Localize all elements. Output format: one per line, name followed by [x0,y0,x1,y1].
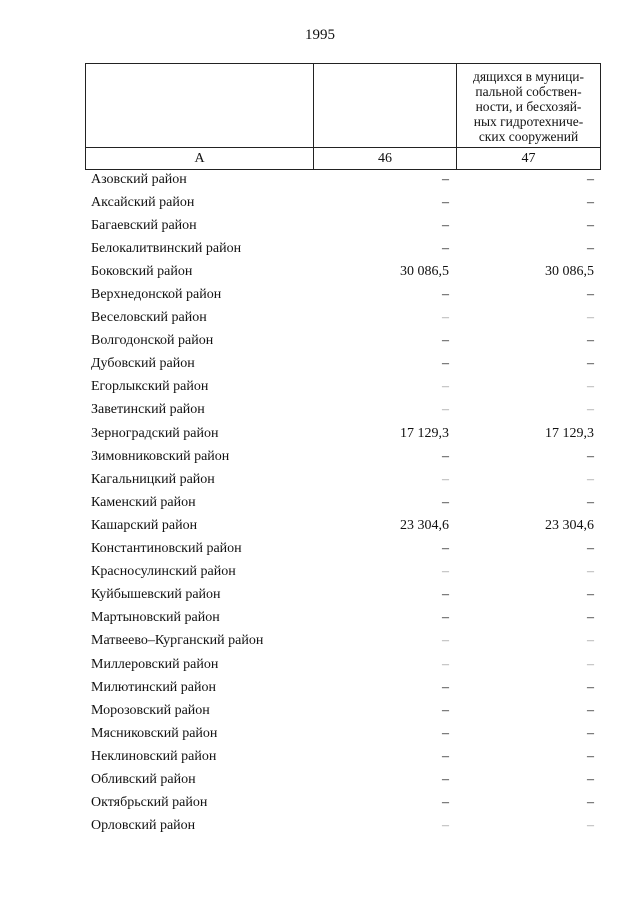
value-col47: – [587,171,594,187]
header-cell-name [86,64,314,148]
value-col47: – [587,333,594,349]
district-name: Октябрьский район [91,795,208,811]
value-col46: – [442,333,449,349]
district-name: Мартыновский район [91,610,220,626]
header-cell-col47-description [457,64,601,148]
value-col46: – [442,240,449,256]
value-col47: – [587,587,594,603]
district-name: Константиновский район [91,541,242,557]
table-row [85,260,600,283]
value-col46: 17 129,3 [400,425,449,441]
district-name: Красносулинский район [91,564,236,580]
value-col47: – [587,818,594,834]
district-name: Кашарский район [91,517,198,533]
value-col46: – [442,795,449,811]
value-col47: 23 304,6 [545,517,594,533]
table-row [85,561,600,584]
table-row [85,699,600,722]
value-col47: – [587,194,594,210]
table-row [85,514,600,537]
page-number: 1995 [305,27,335,43]
value-col46: 30 086,5 [400,263,449,279]
header-cell-col46 [314,64,457,148]
district-name: Милютинский район [91,679,217,695]
table-row [85,607,600,630]
header-desc-line: пальной собствен- [475,84,582,99]
value-col47: – [587,679,594,695]
table-row [85,538,600,561]
value-col46: – [442,818,449,834]
value-col46: – [442,679,449,695]
table-row [85,630,600,653]
value-col46: – [442,217,449,233]
district-name: Белокалитвинский район [91,240,242,256]
district-name: Орловский район [91,818,196,834]
value-col46: – [442,725,449,741]
table-header [85,63,601,170]
value-col46: – [442,471,449,487]
value-col47: – [587,564,594,580]
district-name: Зерноградский район [91,425,219,441]
value-col46: – [442,541,449,557]
table-row [85,191,600,214]
district-name: Заветинский район [91,402,205,418]
value-col46: – [442,494,449,510]
header-desc-line: дящихся в муници- [472,69,585,84]
district-name: Неклиновский район [91,748,217,764]
district-name: Морозовский район [91,702,210,718]
value-col47: – [587,725,594,741]
column-label-a: А [86,148,314,170]
value-col47: – [587,771,594,787]
column-label-46: 46 [314,148,457,170]
table-row [85,768,600,791]
column-label-47: 47 [457,148,601,170]
value-col47: – [587,240,594,256]
value-col46: – [442,748,449,764]
table-row [85,491,600,514]
value-col47: – [587,795,594,811]
value-col46: – [442,771,449,787]
value-col47: – [587,471,594,487]
table-row [85,653,600,676]
value-col46: – [442,402,449,418]
value-col46: – [442,310,449,326]
table-row [85,214,600,237]
district-name: Аксайский район [91,194,195,210]
district-name: Багаевский район [91,217,197,233]
table-row [85,422,600,445]
district-name: Верхнедонской район [91,287,222,303]
value-col46: – [442,356,449,372]
table-row [85,722,600,745]
header-desc-line: ских сооружений [478,129,579,144]
value-col47: 30 086,5 [545,263,594,279]
table-row [85,745,600,768]
value-col47: 17 129,3 [545,425,594,441]
table-row [85,445,600,468]
district-name: Матвеево–Курганский район [91,633,264,649]
district-name: Дубовский район [91,356,195,372]
table-row [85,792,600,815]
value-col46: 23 304,6 [400,517,449,533]
table-row [85,676,600,699]
value-col47: – [587,541,594,557]
header-desc-line: ных гидротехниче- [473,114,584,129]
district-name: Мясниковский район [91,725,218,741]
value-col46: – [442,633,449,649]
value-col47: – [587,610,594,626]
district-name: Веселовский район [91,310,207,326]
value-col46: – [442,171,449,187]
value-col47: – [587,217,594,233]
value-col47: – [587,748,594,764]
value-col46: – [442,587,449,603]
header-description-row [86,64,601,148]
value-col47: – [587,494,594,510]
value-col47: – [587,633,594,649]
value-col47: – [587,287,594,303]
district-name: Волгодонской район [91,333,214,349]
value-col47: – [587,356,594,372]
value-col46: – [442,656,449,672]
value-col46: – [442,379,449,395]
value-col46: – [442,448,449,464]
table-row [85,168,600,191]
district-name: Азовский район [91,171,187,187]
value-col47: – [587,310,594,326]
table-row [85,468,600,491]
header-desc-line: ности, и бесхозяй- [475,99,582,114]
value-col47: – [587,702,594,718]
value-col46: – [442,194,449,210]
value-col46: – [442,610,449,626]
value-col47: – [587,448,594,464]
table-row [85,584,600,607]
table-row [85,815,600,838]
table-body [85,168,600,838]
table-row [85,376,600,399]
district-name: Миллеровский район [91,656,219,672]
value-col46: – [442,287,449,303]
district-name: Зимовниковский район [91,448,230,464]
district-name: Егорлыкский район [91,379,209,395]
value-col47: – [587,379,594,395]
district-name: Кагальницкий район [91,471,215,487]
district-name: Боковский район [91,263,193,279]
table-row [85,399,600,422]
value-col47: – [587,656,594,672]
district-name: Обливский район [91,771,196,787]
district-name: Каменский район [91,494,196,510]
table-row [85,307,600,330]
value-col46: – [442,702,449,718]
value-col46: – [442,564,449,580]
column-number-row [86,148,601,170]
table-row [85,237,600,260]
value-col47: – [587,402,594,418]
district-name: Куйбышевский район [91,587,221,603]
table-row [85,330,600,353]
table-row [85,283,600,306]
table-row [85,353,600,376]
